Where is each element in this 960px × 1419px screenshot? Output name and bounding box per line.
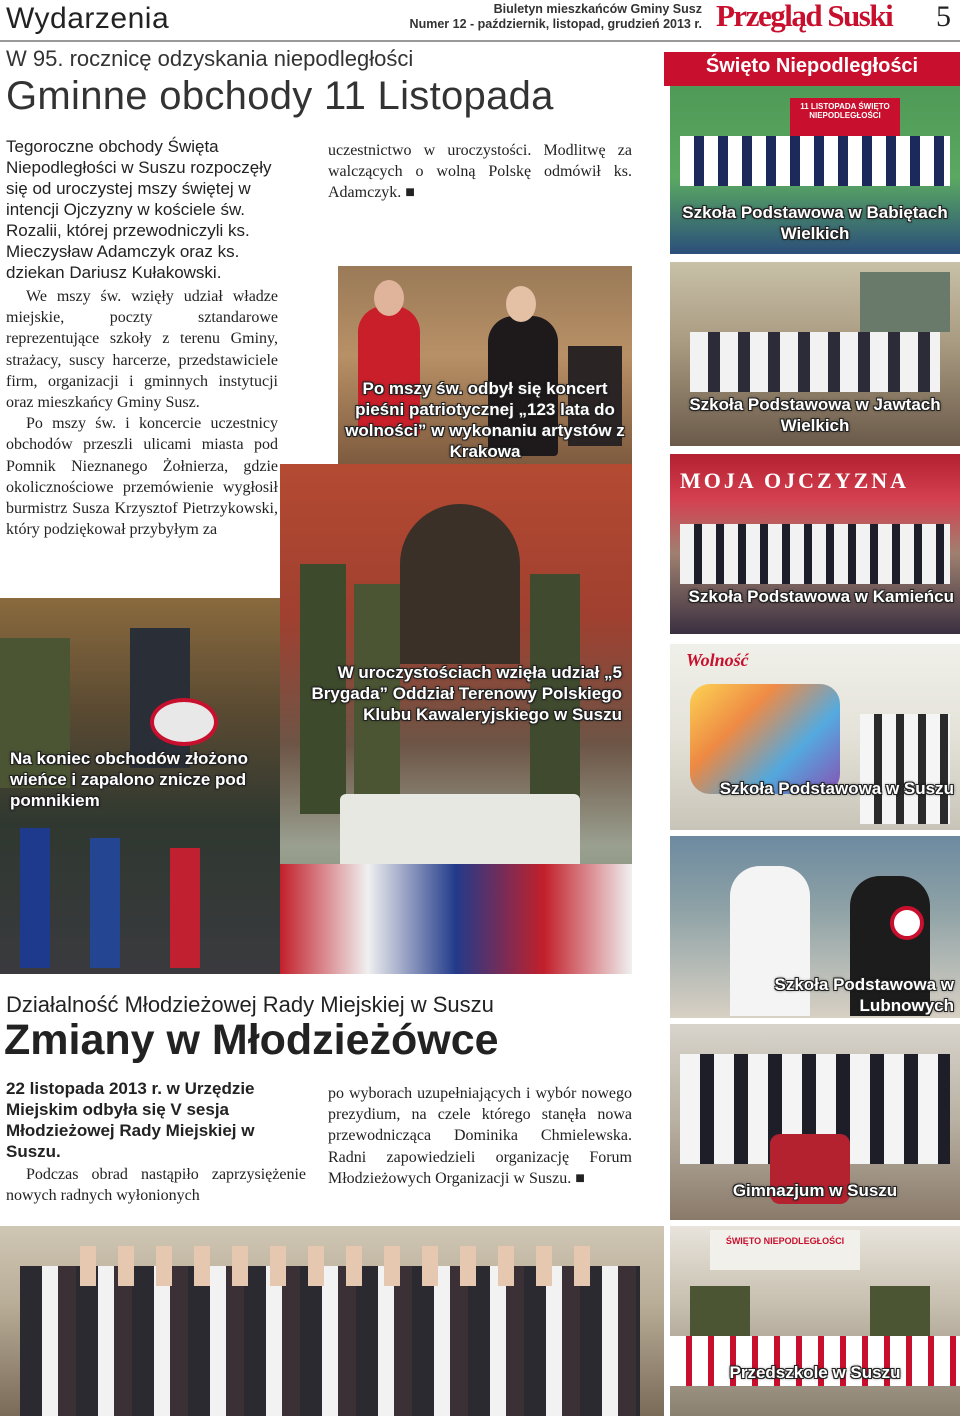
header-rule xyxy=(0,40,960,42)
moja-ojczyzna-sign: MOJA OJCZYZNA xyxy=(680,468,910,493)
rail-caption: Przedszkole w Suszu xyxy=(729,1363,901,1382)
rail-photo xyxy=(670,86,960,254)
section-title: Wydarzenia xyxy=(6,2,170,35)
article2-paragraph: po wyborach uzupełniających i wybór nowego prezydium, na czele którego stanęła nowa przewodnicząca Dominika Chmielewska. Radni zapowiedzieli organizację Forum Młodzieżowych Organizacji w Suszu. ■ xyxy=(328,1085,632,1187)
caption-wreaths: Na koniec obchodów złożono wieńce i zapalono znicze pod pomnikiem xyxy=(10,749,248,810)
article2-column-1 xyxy=(6,1078,306,1206)
article-column-1 xyxy=(6,136,278,540)
rail-photo xyxy=(670,262,960,446)
photo-concert xyxy=(338,266,632,466)
banner-sign: 11 LISTOPADA ŚWIĘTO NIEPODLEGŁOŚCI xyxy=(790,98,900,138)
page-number: 5 xyxy=(936,0,951,33)
photo-wreaths xyxy=(0,598,280,974)
article2-kicker: Działalność Młodzieżowej Rady Miejskiej w Suszu xyxy=(6,992,494,1017)
caption-brigade: W uroczystościach wzięła udział „5 Brygada” Oddział Terenowy Polskiego Klubu Kawaleryjskiego w Suszu xyxy=(311,663,622,724)
article2-lead: 22 listopada 2013 r. w Urzędzie Miejskim odbyła się V sesja Młodzieżowej Rady Miejskiej w Suszu. xyxy=(6,1079,255,1161)
bulletin-info xyxy=(372,2,702,32)
photo-brigade xyxy=(280,464,632,974)
rail-banner-title: Święto Niepodległości xyxy=(705,55,919,77)
rail-photo xyxy=(670,1226,960,1416)
article-paragraph: uczestnictwo w uroczystości. Modlitwę za walczących o wolną Polskę odmówił ks. Adamczyk. ■ xyxy=(328,142,632,202)
rail-caption: Gimnazjum w Suszu xyxy=(732,1181,898,1200)
rail-caption: Szkoła Podstawowa w Lubnowych xyxy=(774,975,954,1015)
caption-concert: Po mszy św. odbył się koncert pieśni patriotycznej „123 lata do wolności” w wykonaniu artystów z Krakowa xyxy=(345,379,625,461)
article2-column-2 xyxy=(328,1083,632,1189)
photo-group xyxy=(0,1226,664,1416)
article-paragraph: Po mszy św. i koncercie uczestnicy obchodów przeszli ulicami miasta pod Pomnik Nieznanego Żołnierza, gdzie okolicznościowe przemówienie wygłosił burmistrz Susza Krzysztof Pietrzykowski, który podziękował przybyłym za xyxy=(6,415,278,539)
article-kicker: W 95. rocznicę odzyskania niepodległości xyxy=(6,46,414,71)
rail-caption: Szkoła Podstawowa w Suszu xyxy=(719,779,954,798)
article-lead: Tegoroczne obchody Święta Niepodległości w Suszu rozpoczęły się od uroczystej mszy świętej w intencji Ojczyzny w kościele św. Rozalii, której przewodniczyli ks. Mieczysław Adamczyk oraz ks. dziekan Dariusz Kułakowski. xyxy=(6,137,272,282)
rail-banner xyxy=(664,52,960,86)
rail-caption: Szkoła Podstawowa w Kamieńcu xyxy=(688,587,954,606)
rail-photo xyxy=(670,836,960,1018)
article2-paragraph: Podczas obrad nastąpiło zaprzysiężenie nowych radnych wyłonionych xyxy=(6,1166,306,1205)
article2-headline: Zmiany w Młodzieżówce xyxy=(4,1016,499,1064)
swieto-sign: ŚWIĘTO NIEPODLEGŁOŚCI xyxy=(710,1230,860,1270)
rail-caption: Szkoła Podstawowa w Jawtach Wielkich xyxy=(689,395,941,435)
rail-caption: Szkoła Podstawowa w Babiętach Wielkich xyxy=(682,203,948,243)
article-paragraph: We mszy św. wzięły udział władze miejskie, poczty sztandarowe reprezentujące szkoły z terenu Gminy, strażacy, suscy harcerze, przedstawiciele firm, organizacji i gminnych instytucji oraz mieszkańcy Gminy Susz. xyxy=(6,288,278,412)
wolnosc-sign: Wolność xyxy=(686,650,749,670)
rail-photo xyxy=(670,454,960,634)
article-headline: Gminne obchody 11 Listopada xyxy=(6,74,554,118)
issue-info: Numer 12 - październik, listopad, grudzień 2013 r. xyxy=(409,17,702,31)
brand-logo: Przegląd Suski xyxy=(716,0,893,33)
article-column-2 xyxy=(328,140,632,204)
rail-photo xyxy=(670,644,960,830)
bulletin-title: Biuletyn mieszkańców Gminy Susz xyxy=(493,2,702,16)
rail-photo xyxy=(670,1024,960,1220)
